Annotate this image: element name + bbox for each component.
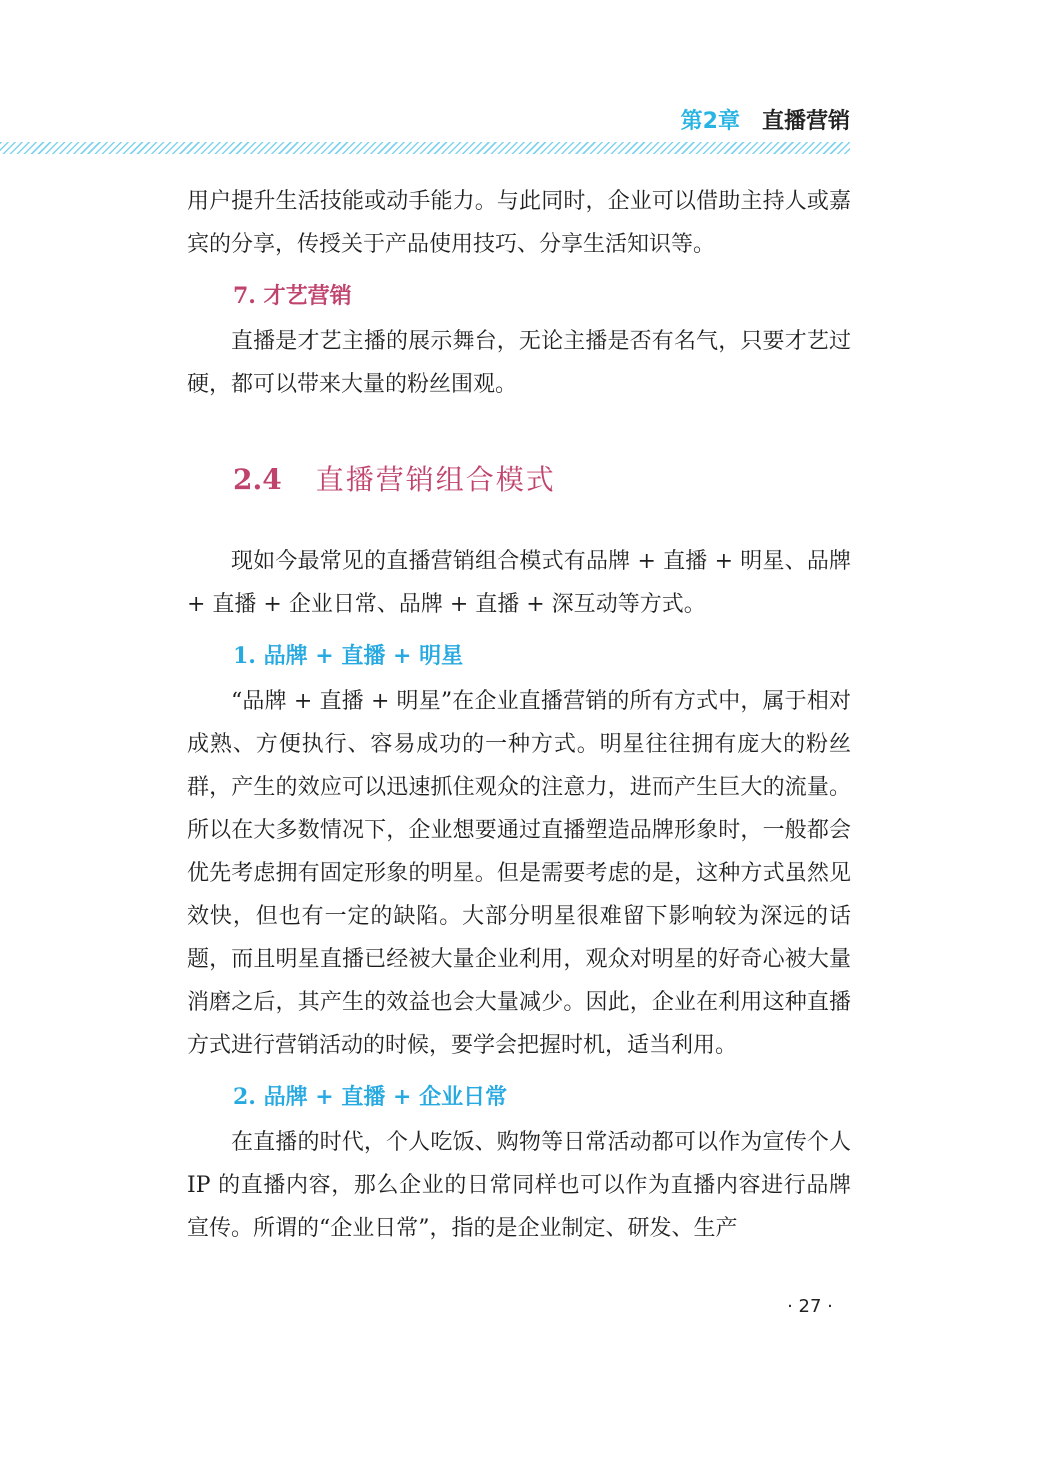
header-hatch-rule [0,142,850,154]
paragraph-brand-star: “品牌 + 直播 + 明星”在企业直播营销的所有方式中，属于相对成熟、方便执行、容易成功的一种方式。明星往往拥有庞大的粉丝群，产生的效应可以迅速抓住观众的注意力，进而产生巨大的流量。所以在大多数情况下，企业想要通过直播塑造品牌形象时，一般都会优先考虑拥有固定形象的明星。但是需要考虑的是，这种方式虽然见效快，但也有一定的缺陷。大部分明星很难留下影响较为深远的话题，而且明星直播已经被大量企业利用，观众对明星的好奇心被大量消磨之后，其产生的效益也会大量减少。因此，企业在利用这种直播方式进行营销活动的时候，要学会把握时机，适当利用。 [187,689,851,1058]
paragraph-brand-daily: 在直播的时代，个人吃饭、购物等日常活动都可以作为宣传个人 IP 的直播内容，那么企业的日常同样也可以作为直播内容进行品牌宣传。所谓的“企业日常”，指的是企业制定、研发、生产 [187,1130,851,1241]
heading-brand-star: 1. 品牌 + 直播 + 明星 [233,643,464,669]
paragraph-intro: 现如今最常见的直播营销组合模式有品牌 + 直播 + 明星、品牌 + 直播 + 企业日常、品牌 + 直播 + 深互动等方式。 [187,549,851,617]
paragraph-talent: 直播是才艺主播的展示舞台，无论主播是否有名气，只要才艺过硬，都可以带来大量的粉丝围观。 [187,329,851,397]
chapter-title: 直播营销 [761,109,850,134]
paragraph-continued: 用户提升生活技能或动手能力。与此同时，企业可以借助主持人或嘉宾的分享，传授关于产品使用技巧、分享生活知识等。 [187,189,851,257]
page-body [187,180,851,1250]
section-title: 直播营销组合模式 [315,463,556,496]
running-header [0,106,850,138]
page-number: · 27 · [787,1296,833,1317]
chapter-label: 第2章 [680,109,740,134]
section-number: 2.4 [233,463,282,496]
section-heading [233,458,851,502]
heading-brand-daily: 2. 品牌 + 直播 + 企业日常 [233,1084,508,1110]
heading-talent-marketing: 7. 才艺营销 [233,283,352,309]
